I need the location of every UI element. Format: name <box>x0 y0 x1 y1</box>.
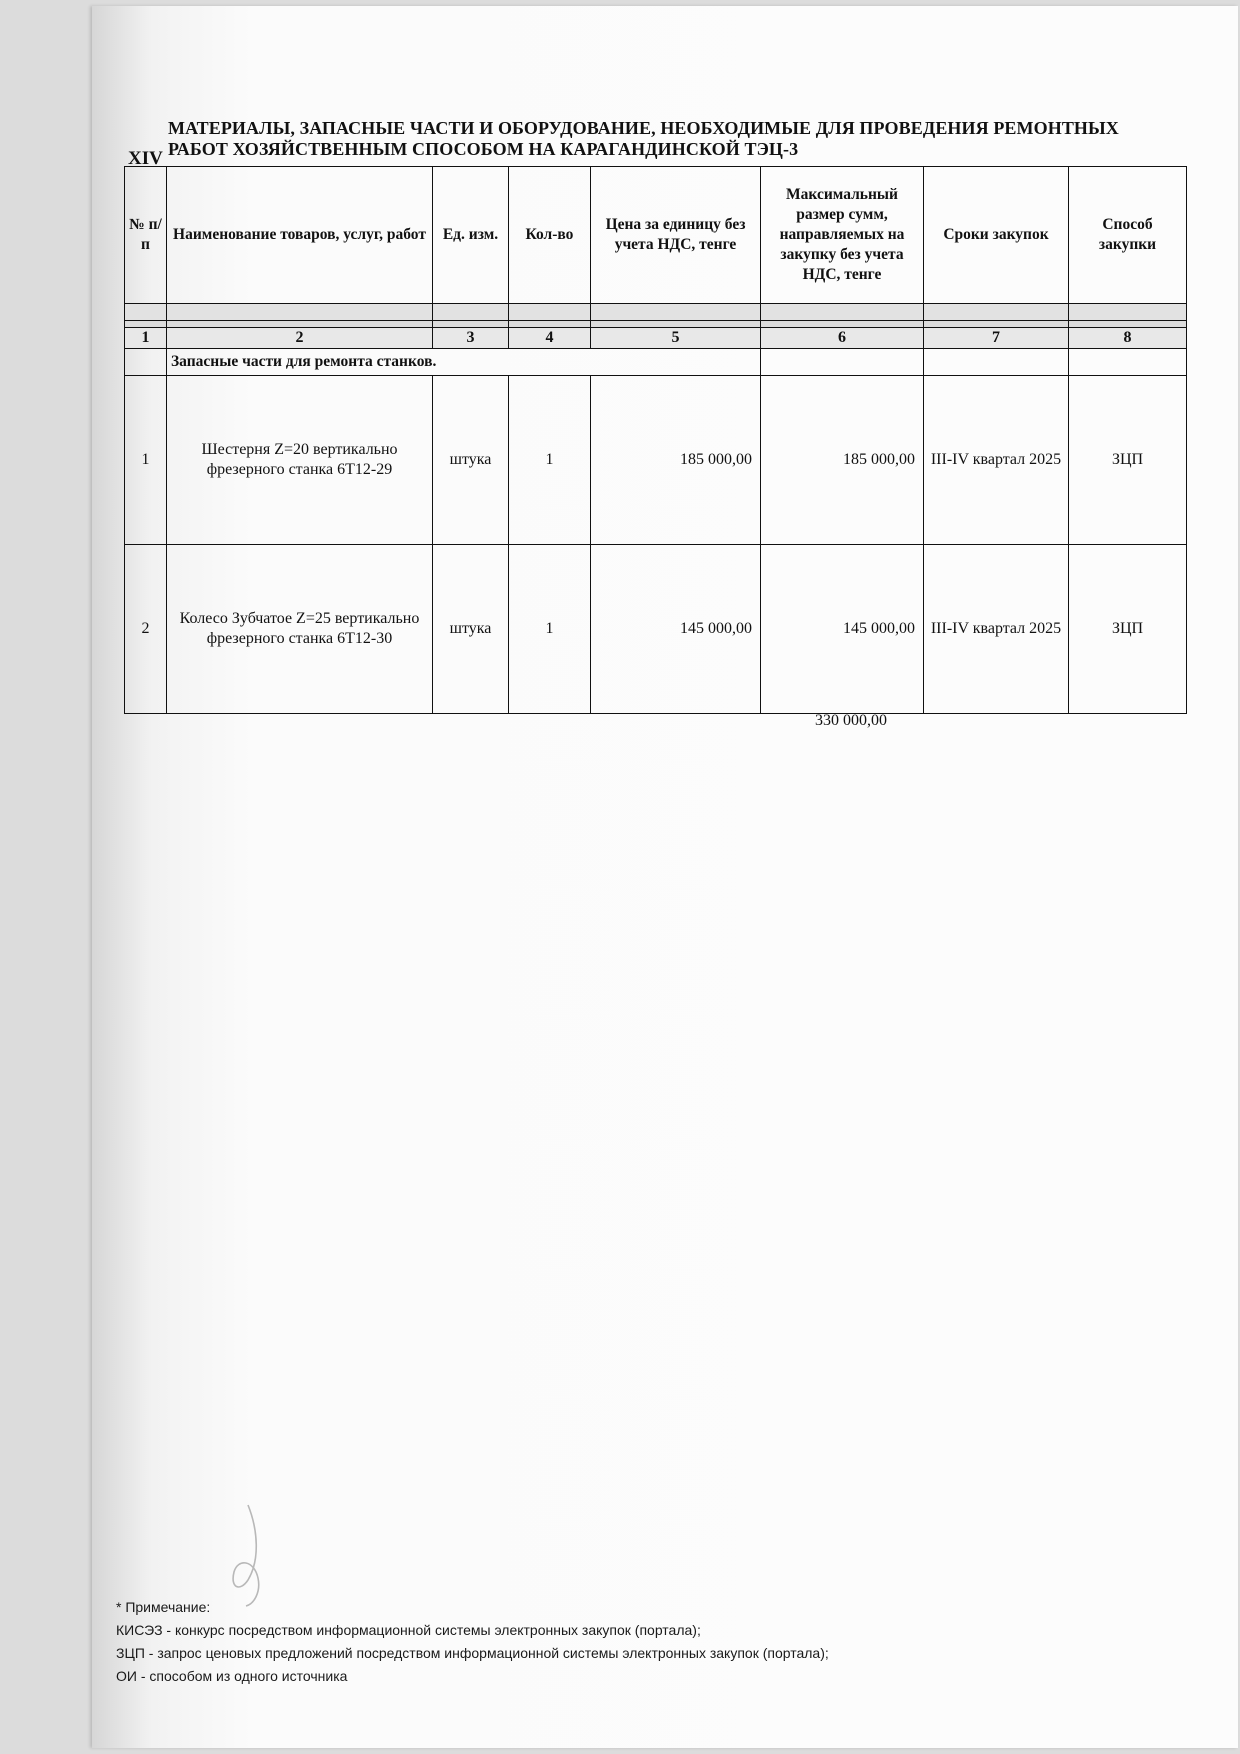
column-number: 1 <box>125 328 167 349</box>
header-period: Сроки закупок <box>924 167 1069 304</box>
row-price: 145 000,00 <box>591 545 761 714</box>
total-amount: 330 000,00 <box>815 712 887 729</box>
row-unit: штука <box>433 545 509 714</box>
row-no: 1 <box>125 376 167 545</box>
row-method: ЗЦП <box>1069 545 1187 714</box>
blank-row <box>125 304 1187 321</box>
row-unit: штука <box>433 376 509 545</box>
notes-block <box>116 1596 829 1688</box>
note-line: ЗЦП - запрос ценовых предложений посредством информационной системы электронных закупок (портала); <box>116 1645 829 1661</box>
group-row <box>125 349 1187 376</box>
note-line: КИСЭЗ - конкурс посредством информационной системы электронных закупок (портала); <box>116 1622 701 1638</box>
table-header-row <box>125 167 1187 304</box>
table-row <box>125 545 1187 714</box>
header-price: Цена за единицу без учета НДС, тенге <box>591 167 761 304</box>
column-number: 2 <box>167 328 433 349</box>
header-name: Наименование товаров, услуг, работ <box>167 167 433 304</box>
row-period: III-IV квартал 2025 <box>924 545 1069 714</box>
header-unit: Ед. изм. <box>433 167 509 304</box>
group-title: Запасные части для ремонта станков. <box>167 349 761 376</box>
column-number-row <box>125 328 1187 349</box>
header-no: № п/п <box>125 167 167 304</box>
header-amount: Максимальный размер сумм, направляемых на закупку без учета НДС, тенге <box>761 167 924 304</box>
row-qty: 1 <box>509 376 591 545</box>
signature-mark <box>218 1500 278 1610</box>
row-method: ЗЦП <box>1069 376 1187 545</box>
row-name: Шестерня Z=20 вертикально фрезерного станка 6Т12-29 <box>167 376 433 545</box>
column-number: 6 <box>761 328 924 349</box>
row-amount: 185 000,00 <box>761 376 924 545</box>
note-line: ОИ - способом из одного источника <box>116 1668 348 1684</box>
section-title: МАТЕРИАЛЫ, ЗАПАСНЫЕ ЧАСТИ И ОБОРУДОВАНИЕ, НЕОБХОДИМЫЕ ДЛЯ ПРОВЕДЕНИЯ РЕМОНТНЫХ РАБОТ ХОЗЯЙСТВЕННЫМ СПОСОБОМ НА КАРАГАНДИНСКОЙ ТЭЦ-3 <box>168 118 1119 159</box>
column-number: 4 <box>509 328 591 349</box>
table-row <box>125 376 1187 545</box>
section-number: XIV <box>128 148 163 169</box>
row-amount: 145 000,00 <box>761 545 924 714</box>
header-method: Способ закупки <box>1069 167 1187 304</box>
row-qty: 1 <box>509 545 591 714</box>
column-number: 8 <box>1069 328 1187 349</box>
column-number: 7 <box>924 328 1069 349</box>
procurement-table <box>124 166 1187 714</box>
row-no: 2 <box>125 545 167 714</box>
row-period: III-IV квартал 2025 <box>924 376 1069 545</box>
row-price: 185 000,00 <box>591 376 761 545</box>
column-number: 5 <box>591 328 761 349</box>
header-qty: Кол-во <box>509 167 591 304</box>
row-name: Колесо Зубчатое Z=25 вертикально фрезерного станка 6Т12-30 <box>167 545 433 714</box>
column-number: 3 <box>433 328 509 349</box>
blank-row <box>125 321 1187 328</box>
notes-heading: * Примечание: <box>116 1599 211 1615</box>
